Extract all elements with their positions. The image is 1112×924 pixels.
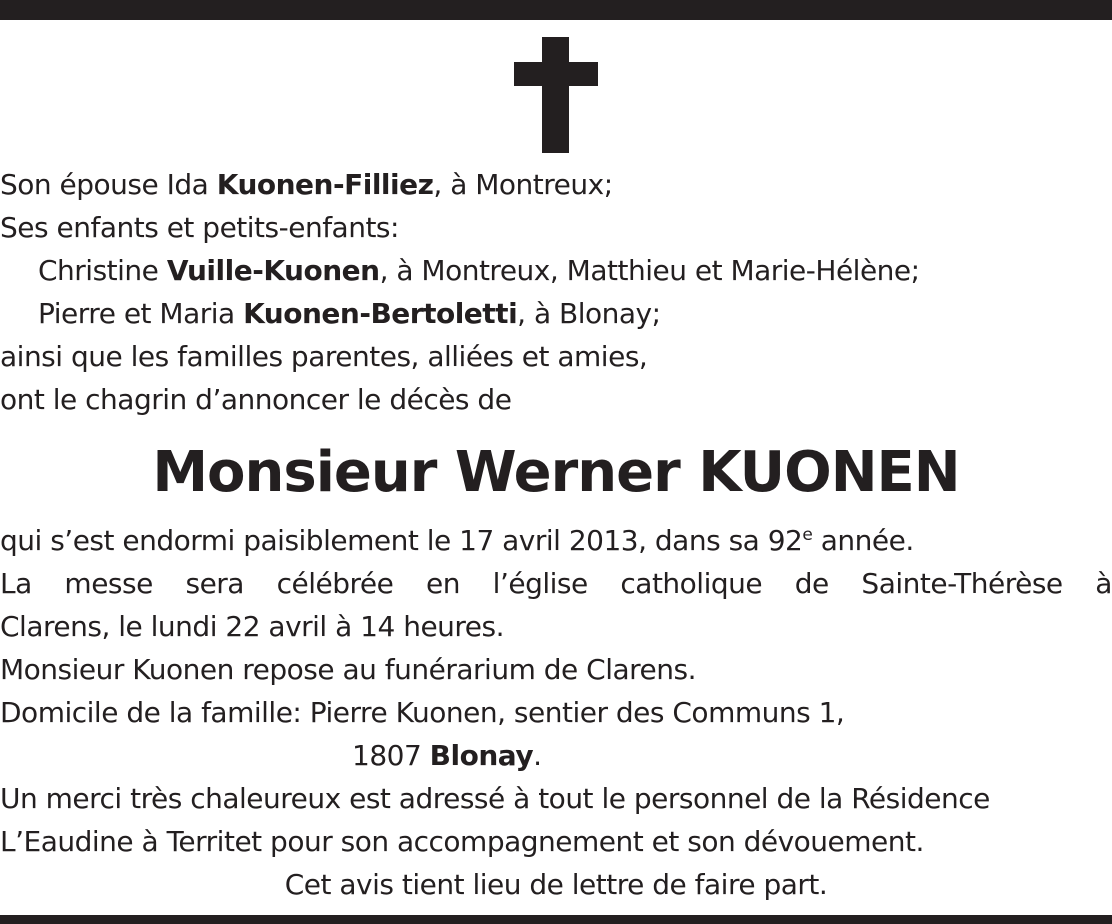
repose-line: Monsieur Kuonen repose au funérarium de Clarens. [0,653,697,686]
child-line-pierre: Pierre et Maria Kuonen-Bertoletti, à Blonay; [38,297,661,330]
children-heading: Ses enfants et petits-enfants: [0,211,399,244]
child-surname-bertoletti: Kuonen-Bertoletti [243,297,518,330]
bottom-border-rule [0,915,1112,924]
thanks-line-2: L’Eaudine à Territet pour son accompagnement et son dévouement. [0,825,924,858]
child-line-christine: Christine Vuille-Kuonen, à Montreux, Matthieu et Marie-Hélène; [38,254,920,287]
announcement-line: ont le chagrin d’annoncer le décès de [0,383,512,416]
child-surname-vuille: Vuille-Kuonen [166,254,380,287]
closing-line: Cet avis tient lieu de lettre de faire part. [284,868,828,901]
top-border-rule [0,0,1112,20]
domicile-line: Domicile de la famille: Pierre Kuonen, sentier des Communs 1, [0,696,845,729]
latin-cross-icon [514,37,598,153]
spouse-line: Son épouse Ida Kuonen-Filliez, à Montreux; [0,168,613,201]
deceased-name: Monsieur Werner KUONEN [152,440,960,505]
thanks-line-1: Un merci très chaleureux est adressé à tout le personnel de la Résidence [0,782,990,815]
domicile-city: Blonay [429,739,534,772]
death-date-line: qui s’est endormi paisiblement le 17 avril 2013, dans sa 92e année. [0,524,914,557]
mass-line-1: La messe sera célébrée en l’église catholique de Sainte-Thérèse à [0,567,1112,600]
domicile-city-line: 1807 Blonay. [352,739,542,772]
ordinal-suffix: e [802,525,813,545]
spouse-surname: Kuonen-Filliez [216,168,434,201]
mass-line-2: Clarens, le lundi 22 avril à 14 heures. [0,610,505,643]
families-line: ainsi que les familles parentes, alliées et amies, [0,340,648,373]
